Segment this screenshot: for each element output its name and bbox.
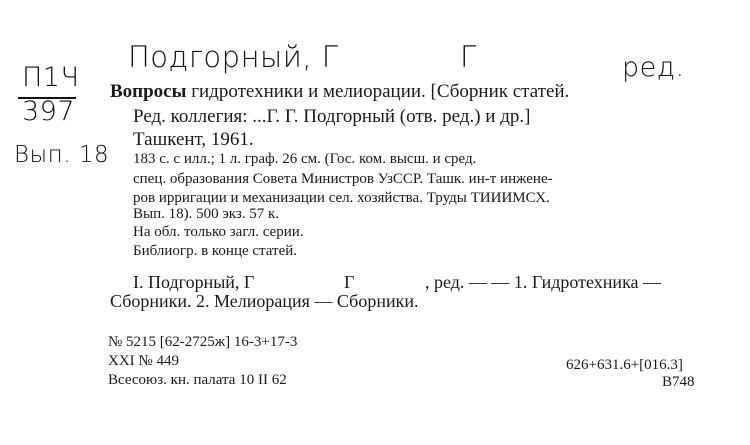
subject-line-1b: Г: [344, 272, 355, 292]
description-line-4: Вып. 18). 500 экз. 57 к.: [133, 206, 280, 222]
description-note-2: Библиогр. в конце статей.: [133, 243, 298, 259]
handwritten-initial: Г: [460, 40, 477, 74]
description-line-2: спец. образования Совета Министров УзССР. Ташк. ин-т инжене-: [133, 171, 553, 187]
footer-chamber: Всесоюз. кн. палата 10 II 62: [108, 372, 287, 388]
entry-title-rest: гидротехники и мелиорации. [Сборник статей.: [191, 81, 570, 102]
subject-line-1c: , ред. — — 1. Гидротехника —: [425, 272, 662, 292]
handwritten-shelf-code: П1Ч: [22, 62, 80, 93]
footer-classification: 626+631.6+[016.3]: [566, 357, 683, 373]
footer-order-number: № 5215 [62-2725ж] 16-3+17-3: [108, 334, 298, 350]
entry-title-bold: Вопросы: [110, 81, 187, 102]
description-line-3: ров ирригации и механизации сел. хозяйства. Труды ТИИИМСХ.: [133, 190, 550, 206]
description-line-1: 183 с. с илл.; 1 л. граф. 26 см. (Гос. ком. высш. и сред.: [133, 151, 477, 167]
footer-code: В748: [662, 374, 695, 390]
description-note-1: На обл. только загл. серии.: [133, 224, 304, 240]
subject-line-1a: I. Подгорный, Г: [133, 272, 255, 292]
footer-register: XXI № 449: [108, 353, 179, 369]
handwritten-editor-mark: ред.: [622, 52, 685, 83]
entry-imprint: Ташкент, 1961.: [133, 129, 254, 150]
entry-title-line: [110, 81, 569, 103]
handwritten-shelf-number: 397: [22, 96, 76, 127]
entry-editors: Ред. коллегия: ...Г. Г. Подгорный (отв. ред.) и др.]: [133, 106, 531, 127]
handwritten-volume: Вып. 18: [14, 142, 110, 168]
handwritten-author-name: Подгорный, Г: [128, 40, 339, 74]
subject-line-2: Сборники. 2. Мелиорация — Сборники.: [110, 291, 419, 311]
